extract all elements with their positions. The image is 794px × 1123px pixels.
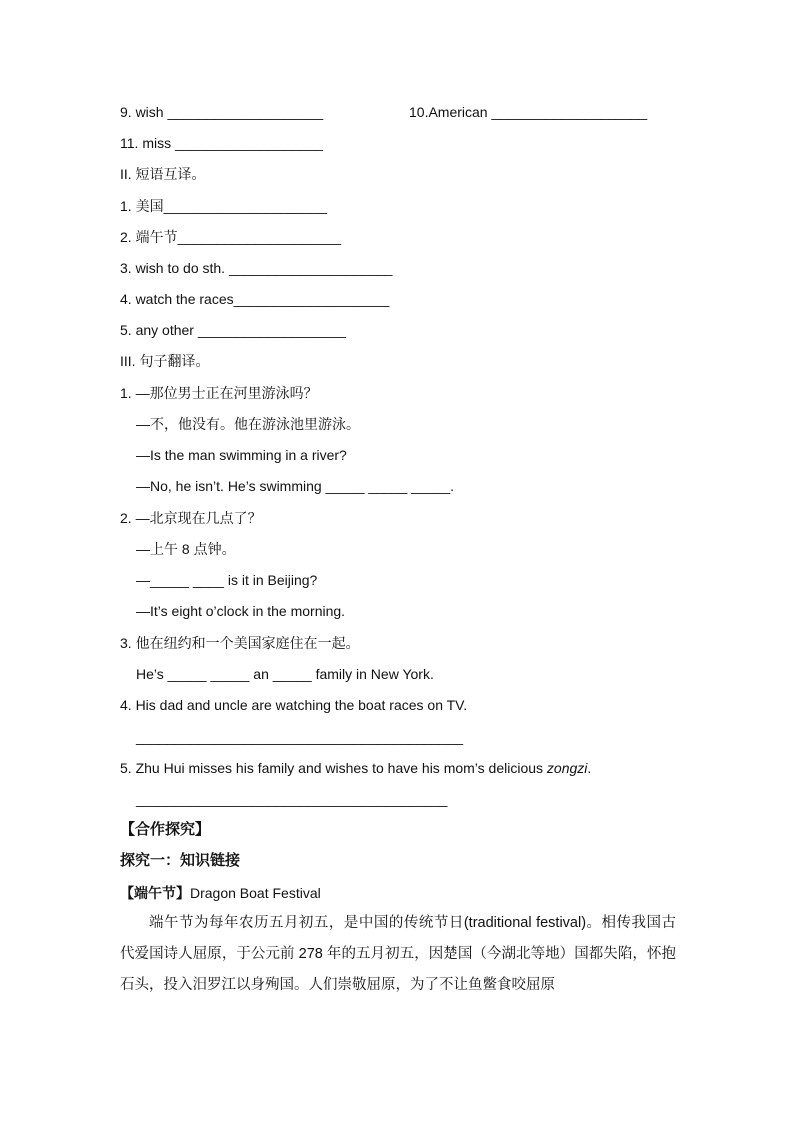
- section-2-heading: II. 短语互译。: [120, 166, 206, 182]
- q2-chinese-answer: —上午 8 点钟。: [136, 541, 236, 557]
- q4-english: 4. His dad and uncle are watching the boat races on TV.: [120, 697, 468, 713]
- q1-chinese-question: 1. —那位男士正在河里游泳吗？: [120, 385, 318, 401]
- coop-sub-heading: 探究一：知识链接: [120, 852, 241, 869]
- topic-label: 【端午节】: [120, 885, 190, 901]
- phrase-item-4: 4. watch the races____________________: [120, 291, 390, 307]
- q1-chinese-answer: —不，他没有。他在游泳池里游泳。: [136, 416, 360, 432]
- q3-chinese: 3. 他在纽约和一个美国家庭住在一起。: [120, 635, 360, 651]
- vocab-item-10: 10.American ____________________: [409, 104, 648, 120]
- q4-answer-blank: __________________________________________: [136, 729, 464, 745]
- q5-english: [120, 759, 591, 777]
- coop-heading: 【合作探究】: [120, 821, 211, 838]
- festival-paragraph: [120, 908, 676, 1001]
- q3-english: He’s _____ _____ an _____ family in New York.: [136, 666, 434, 682]
- q5-italic-word: zongzi: [546, 760, 588, 776]
- phrase-item-2: 2. 端午节_____________________: [120, 229, 342, 245]
- topic-english: Dragon Boat Festival: [190, 885, 321, 901]
- q2-english-answer: —It’s eight o’clock in the morning.: [136, 603, 346, 619]
- q2-english-question: —_____ ____ is it in Beijing?: [136, 572, 318, 588]
- vocab-item-9: 9. wish ____________________: [120, 104, 324, 120]
- vocab-item-11: 11. miss ___________________: [120, 135, 323, 151]
- q1-english-answer: —No, he isn’t. He’s swimming _____ _____ _____.: [136, 478, 455, 494]
- q5-answer-blank: ________________________________________: [136, 791, 448, 807]
- q2-chinese-question: 2. —北京现在几点了？: [120, 510, 262, 526]
- phrase-item-3: 3. wish to do sth. _____________________: [120, 260, 393, 276]
- q5-text: 5. Zhu Hui misses his family and wishes to have his mom’s delicious: [120, 760, 547, 776]
- phrase-item-1: 1. 美国_____________________: [120, 198, 328, 214]
- section-3-heading: III. 句子翻译。: [120, 353, 210, 369]
- topic-title: [120, 884, 321, 902]
- festival-paragraph-text: 端午节为每年农历五月初五，是中国的传统节日(traditional festival)。相传我国古代爱国诗人屈原，于公元前 278 年的五月初五，因楚国（今湖北等地）国都失陷，怀抱石头，投入汨罗江以身殉国。人们崇敬屈原，为了不让鱼鳖食咬屈原: [120, 915, 676, 993]
- q1-english-question: —Is the man swimming in a river?: [136, 447, 347, 463]
- phrase-item-5: 5. any other ___________________: [120, 322, 346, 338]
- q5-period: .: [587, 760, 592, 776]
